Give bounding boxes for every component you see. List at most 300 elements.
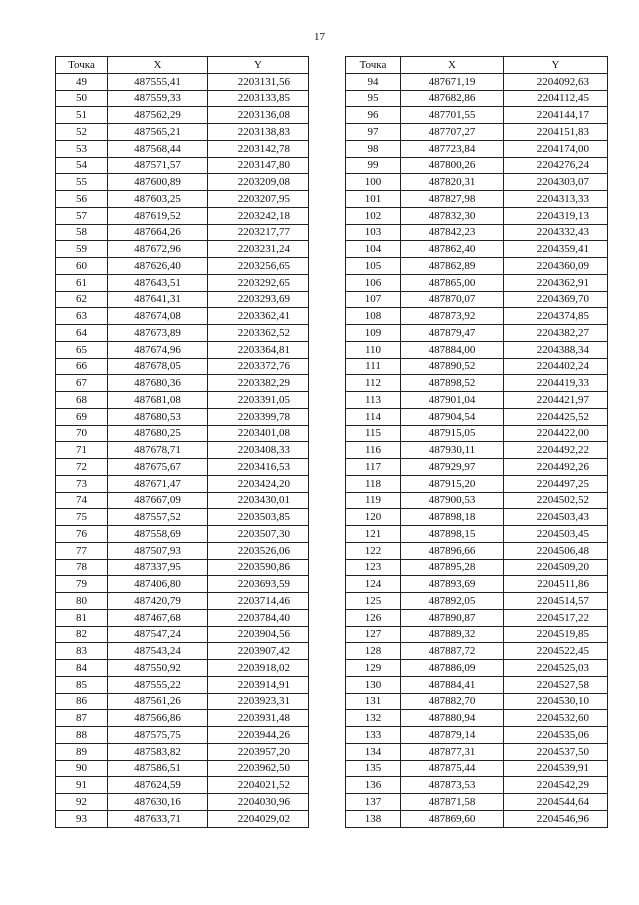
y-coordinate-cell: 2204174,00 [504,140,608,157]
x-coordinate-cell: 487619,52 [108,207,208,224]
point-number-cell: 82 [56,626,108,643]
table-row [346,408,608,425]
y-coordinate-cell: 2203391,05 [208,392,309,409]
y-coordinate-cell: 2203293,69 [208,291,309,308]
y-coordinate-cell: 2203362,41 [208,308,309,325]
y-coordinate-cell: 2203136,08 [208,107,309,124]
y-coordinate-cell: 2204511,86 [504,576,608,593]
x-coordinate-cell: 487877,31 [401,743,504,760]
x-coordinate-cell: 487882,70 [401,693,504,710]
table-row [346,291,608,308]
y-coordinate-cell: 2204402,24 [504,358,608,375]
table-header-row [346,57,608,74]
table-row [346,475,608,492]
x-coordinate-cell: 487898,15 [401,526,504,543]
x-coordinate-cell: 487420,79 [108,593,208,610]
x-coordinate-cell: 487674,96 [108,341,208,358]
table-row [56,576,309,593]
x-coordinate-cell: 487678,05 [108,358,208,375]
y-coordinate-cell: 2203416,53 [208,459,309,476]
table-row [346,643,608,660]
y-coordinate-cell: 2203918,02 [208,660,309,677]
y-coordinate-cell: 2204522,45 [504,643,608,660]
y-coordinate-cell: 2203944,26 [208,727,309,744]
coordinates-table-left [55,56,309,828]
table-row [346,626,608,643]
y-coordinate-cell: 2204422,00 [504,425,608,442]
y-coordinate-cell: 2203590,86 [208,559,309,576]
table-row [346,258,608,275]
table-row [346,392,608,409]
table-row [346,73,608,90]
point-number-cell: 66 [56,358,108,375]
point-number-cell: 69 [56,408,108,425]
table-row [56,710,309,727]
x-coordinate-cell: 487550,92 [108,660,208,677]
x-coordinate-cell: 487671,19 [401,73,504,90]
y-coordinate-cell: 2204525,03 [504,660,608,677]
y-coordinate-cell: 2204112,45 [504,90,608,107]
table-row [56,727,309,744]
x-coordinate-cell: 487800,26 [401,157,504,174]
point-number-cell: 57 [56,207,108,224]
table-row [346,660,608,677]
y-coordinate-cell: 2204425,52 [504,408,608,425]
y-coordinate-cell: 2203784,40 [208,609,309,626]
table-row [56,207,309,224]
y-coordinate-cell: 2204419,33 [504,375,608,392]
table-row [56,559,309,576]
point-number-cell: 75 [56,509,108,526]
y-coordinate-cell: 2204503,45 [504,526,608,543]
y-coordinate-cell: 2204519,85 [504,626,608,643]
table-row [56,157,309,174]
x-coordinate-cell: 487884,00 [401,341,504,358]
point-number-cell: 83 [56,643,108,660]
y-coordinate-cell: 2204527,58 [504,676,608,693]
point-number-cell: 71 [56,442,108,459]
point-number-cell: 103 [346,224,401,241]
y-coordinate-cell: 2203693,59 [208,576,309,593]
table-row [346,442,608,459]
point-number-cell: 137 [346,794,401,811]
point-number-cell: 133 [346,727,401,744]
point-number-cell: 106 [346,274,401,291]
x-coordinate-cell: 487889,32 [401,626,504,643]
table-row [346,777,608,794]
point-number-cell: 62 [56,291,108,308]
point-number-cell: 77 [56,542,108,559]
x-coordinate-cell: 487565,21 [108,124,208,141]
table-row [56,626,309,643]
point-number-cell: 84 [56,660,108,677]
table-row [56,358,309,375]
point-number-cell: 134 [346,743,401,760]
point-number-cell: 135 [346,760,401,777]
x-coordinate-cell: 487915,20 [401,475,504,492]
y-coordinate-cell: 2203507,30 [208,526,309,543]
table-row [56,325,309,342]
point-number-cell: 99 [346,157,401,174]
table-row [346,509,608,526]
x-coordinate-cell: 487641,31 [108,291,208,308]
point-number-cell: 74 [56,492,108,509]
y-coordinate-cell: 2204144,17 [504,107,608,124]
table-row [56,526,309,543]
y-coordinate-cell: 2204514,57 [504,593,608,610]
point-number-cell: 92 [56,794,108,811]
y-coordinate-cell: 2204374,85 [504,308,608,325]
table-row [346,676,608,693]
point-number-cell: 73 [56,475,108,492]
table-row [346,375,608,392]
y-coordinate-cell: 2204502,52 [504,492,608,509]
y-coordinate-cell: 2204029,02 [208,810,309,827]
y-coordinate-cell: 2203217,77 [208,224,309,241]
point-number-cell: 107 [346,291,401,308]
x-coordinate-cell: 487896,66 [401,542,504,559]
y-coordinate-cell: 2204544,64 [504,794,608,811]
x-coordinate-cell: 487832,30 [401,207,504,224]
y-coordinate-cell: 2203231,24 [208,241,309,258]
point-number-cell: 50 [56,90,108,107]
x-coordinate-cell: 487895,28 [401,559,504,576]
x-coordinate-cell: 487887,72 [401,643,504,660]
point-number-cell: 81 [56,609,108,626]
table-row [346,325,608,342]
table-row [56,777,309,794]
x-coordinate-cell: 487898,18 [401,509,504,526]
table-row [56,492,309,509]
point-number-cell: 112 [346,375,401,392]
y-coordinate-cell: 2203962,50 [208,760,309,777]
x-coordinate-cell: 487820,31 [401,174,504,191]
coordinates-table-right [345,56,608,828]
table-row [346,810,608,827]
x-coordinate-cell: 487671,47 [108,475,208,492]
table-row [346,140,608,157]
x-coordinate-cell: 487904,54 [401,408,504,425]
x-coordinate-cell: 487624,59 [108,777,208,794]
table-row [346,743,608,760]
table-row [56,425,309,442]
column-header-x: X [401,57,504,74]
point-number-cell: 85 [56,676,108,693]
point-number-cell: 119 [346,492,401,509]
table-row [56,693,309,710]
point-number-cell: 124 [346,576,401,593]
table-row [56,274,309,291]
x-coordinate-cell: 487879,47 [401,325,504,342]
y-coordinate-cell: 2204388,34 [504,341,608,358]
point-number-cell: 113 [346,392,401,409]
y-coordinate-cell: 2203131,56 [208,73,309,90]
table-row [56,408,309,425]
table-row [346,609,608,626]
y-coordinate-cell: 2204492,22 [504,442,608,459]
x-coordinate-cell: 487680,36 [108,375,208,392]
x-coordinate-cell: 487875,44 [401,760,504,777]
table-row [346,542,608,559]
point-number-cell: 58 [56,224,108,241]
y-coordinate-cell: 2203207,95 [208,191,309,208]
y-coordinate-cell: 2203256,65 [208,258,309,275]
x-coordinate-cell: 487873,53 [401,777,504,794]
x-coordinate-cell: 487667,09 [108,492,208,509]
point-number-cell: 86 [56,693,108,710]
table-row [346,341,608,358]
x-coordinate-cell: 487583,82 [108,743,208,760]
x-coordinate-cell: 487886,09 [401,660,504,677]
x-coordinate-cell: 487626,40 [108,258,208,275]
x-coordinate-cell: 487682,86 [401,90,504,107]
y-coordinate-cell: 2203133,85 [208,90,309,107]
table-row [346,559,608,576]
table-row [56,140,309,157]
point-number-cell: 111 [346,358,401,375]
point-number-cell: 101 [346,191,401,208]
point-number-cell: 59 [56,241,108,258]
point-number-cell: 80 [56,593,108,610]
y-coordinate-cell: 2204021,52 [208,777,309,794]
x-coordinate-cell: 487562,29 [108,107,208,124]
x-coordinate-cell: 487674,08 [108,308,208,325]
table-row [346,207,608,224]
point-number-cell: 89 [56,743,108,760]
x-coordinate-cell: 487675,67 [108,459,208,476]
x-coordinate-cell: 487555,22 [108,676,208,693]
point-number-cell: 102 [346,207,401,224]
y-coordinate-cell: 2204030,96 [208,794,309,811]
y-coordinate-cell: 2204276,24 [504,157,608,174]
y-coordinate-cell: 2203242,18 [208,207,309,224]
x-coordinate-cell: 487930,11 [401,442,504,459]
y-coordinate-cell: 2203142,78 [208,140,309,157]
y-coordinate-cell: 2203957,20 [208,743,309,760]
point-number-cell: 49 [56,73,108,90]
table-row [346,157,608,174]
table-row [346,191,608,208]
point-number-cell: 93 [56,810,108,827]
x-coordinate-cell: 487898,52 [401,375,504,392]
point-number-cell: 94 [346,73,401,90]
y-coordinate-cell: 2203430,01 [208,492,309,509]
x-coordinate-cell: 487871,58 [401,794,504,811]
y-coordinate-cell: 2204537,50 [504,743,608,760]
table-row [346,492,608,509]
table-row [346,308,608,325]
y-coordinate-cell: 2204303,07 [504,174,608,191]
y-coordinate-cell: 2204535,06 [504,727,608,744]
table-row [346,710,608,727]
x-coordinate-cell: 487865,00 [401,274,504,291]
y-coordinate-cell: 2203209,08 [208,174,309,191]
table-row [346,526,608,543]
point-number-cell: 136 [346,777,401,794]
x-coordinate-cell: 487673,89 [108,325,208,342]
point-number-cell: 95 [346,90,401,107]
point-number-cell: 88 [56,727,108,744]
y-coordinate-cell: 2204530,10 [504,693,608,710]
point-number-cell: 118 [346,475,401,492]
y-coordinate-cell: 2204332,43 [504,224,608,241]
x-coordinate-cell: 487633,71 [108,810,208,827]
x-coordinate-cell: 487507,93 [108,542,208,559]
y-coordinate-cell: 2204362,91 [504,274,608,291]
point-number-cell: 52 [56,124,108,141]
y-coordinate-cell: 2204506,48 [504,542,608,559]
point-number-cell: 90 [56,760,108,777]
table-row [56,459,309,476]
table-row [56,241,309,258]
table-row [56,73,309,90]
table-row [56,224,309,241]
x-coordinate-cell: 487681,08 [108,392,208,409]
table-row [56,760,309,777]
y-coordinate-cell: 2203503,85 [208,509,309,526]
x-coordinate-cell: 487723,84 [401,140,504,157]
table-row [346,794,608,811]
x-coordinate-cell: 487643,51 [108,274,208,291]
y-coordinate-cell: 2203714,46 [208,593,309,610]
point-number-cell: 76 [56,526,108,543]
x-coordinate-cell: 487890,87 [401,609,504,626]
table-row [56,810,309,827]
y-coordinate-cell: 2204092,63 [504,73,608,90]
point-number-cell: 114 [346,408,401,425]
point-number-cell: 104 [346,241,401,258]
point-number-cell: 96 [346,107,401,124]
x-coordinate-cell: 487707,27 [401,124,504,141]
point-number-cell: 98 [346,140,401,157]
x-coordinate-cell: 487600,89 [108,174,208,191]
y-coordinate-cell: 2203424,20 [208,475,309,492]
x-coordinate-cell: 487862,40 [401,241,504,258]
y-coordinate-cell: 2204360,09 [504,258,608,275]
table-row [56,475,309,492]
point-number-cell: 126 [346,609,401,626]
table-row [346,727,608,744]
point-number-cell: 105 [346,258,401,275]
point-number-cell: 131 [346,693,401,710]
y-coordinate-cell: 2203408,33 [208,442,309,459]
point-number-cell: 132 [346,710,401,727]
x-coordinate-cell: 487672,96 [108,241,208,258]
x-coordinate-cell: 487869,60 [401,810,504,827]
x-coordinate-cell: 487880,94 [401,710,504,727]
table-row [346,760,608,777]
y-coordinate-cell: 2203526,06 [208,542,309,559]
y-coordinate-cell: 2204542,29 [504,777,608,794]
point-number-cell: 117 [346,459,401,476]
column-header-x: X [108,57,208,74]
x-coordinate-cell: 487929,97 [401,459,504,476]
x-coordinate-cell: 487701,55 [401,107,504,124]
y-coordinate-cell: 2203138,83 [208,124,309,141]
table-row [56,291,309,308]
y-coordinate-cell: 2203923,31 [208,693,309,710]
x-coordinate-cell: 487559,33 [108,90,208,107]
y-coordinate-cell: 2203401,08 [208,425,309,442]
column-header-point: Точка [346,57,401,74]
x-coordinate-cell: 487337,95 [108,559,208,576]
y-coordinate-cell: 2203364,81 [208,341,309,358]
table-row [56,174,309,191]
x-coordinate-cell: 487890,52 [401,358,504,375]
y-coordinate-cell: 2203147,80 [208,157,309,174]
table-row [346,241,608,258]
x-coordinate-cell: 487892,05 [401,593,504,610]
point-number-cell: 68 [56,392,108,409]
point-number-cell: 121 [346,526,401,543]
column-header-y: Y [504,57,608,74]
y-coordinate-cell: 2203382,29 [208,375,309,392]
y-coordinate-cell: 2204421,97 [504,392,608,409]
point-number-cell: 72 [56,459,108,476]
x-coordinate-cell: 487870,07 [401,291,504,308]
x-coordinate-cell: 487915,05 [401,425,504,442]
table-row [346,124,608,141]
page-number: 17 [314,31,325,43]
x-coordinate-cell: 487680,53 [108,408,208,425]
point-number-cell: 115 [346,425,401,442]
point-number-cell: 53 [56,140,108,157]
y-coordinate-cell: 2203362,52 [208,325,309,342]
y-coordinate-cell: 2203914,91 [208,676,309,693]
table-row [346,425,608,442]
x-coordinate-cell: 487879,14 [401,727,504,744]
table-row [56,593,309,610]
x-coordinate-cell: 487586,51 [108,760,208,777]
table-row [346,274,608,291]
table-row [56,90,309,107]
x-coordinate-cell: 487406,80 [108,576,208,593]
point-number-cell: 51 [56,107,108,124]
x-coordinate-cell: 487862,89 [401,258,504,275]
y-coordinate-cell: 2203907,42 [208,643,309,660]
point-number-cell: 56 [56,191,108,208]
point-number-cell: 108 [346,308,401,325]
table-row [56,124,309,141]
point-number-cell: 100 [346,174,401,191]
table-row [56,609,309,626]
column-header-point: Точка [56,57,108,74]
x-coordinate-cell: 487561,26 [108,693,208,710]
point-number-cell: 120 [346,509,401,526]
point-number-cell: 79 [56,576,108,593]
x-coordinate-cell: 487630,16 [108,794,208,811]
x-coordinate-cell: 487558,69 [108,526,208,543]
x-coordinate-cell: 487900,53 [401,492,504,509]
point-number-cell: 91 [56,777,108,794]
point-number-cell: 54 [56,157,108,174]
point-number-cell: 60 [56,258,108,275]
point-number-cell: 55 [56,174,108,191]
x-coordinate-cell: 487568,44 [108,140,208,157]
table-row [346,459,608,476]
x-coordinate-cell: 487557,52 [108,509,208,526]
x-coordinate-cell: 487603,25 [108,191,208,208]
y-coordinate-cell: 2203931,48 [208,710,309,727]
column-header-y: Y [208,57,309,74]
table-row [346,358,608,375]
x-coordinate-cell: 487664,26 [108,224,208,241]
table-row [56,107,309,124]
y-coordinate-cell: 2203904,56 [208,626,309,643]
y-coordinate-cell: 2204503,43 [504,509,608,526]
y-coordinate-cell: 2203372,76 [208,358,309,375]
y-coordinate-cell: 2204509,20 [504,559,608,576]
